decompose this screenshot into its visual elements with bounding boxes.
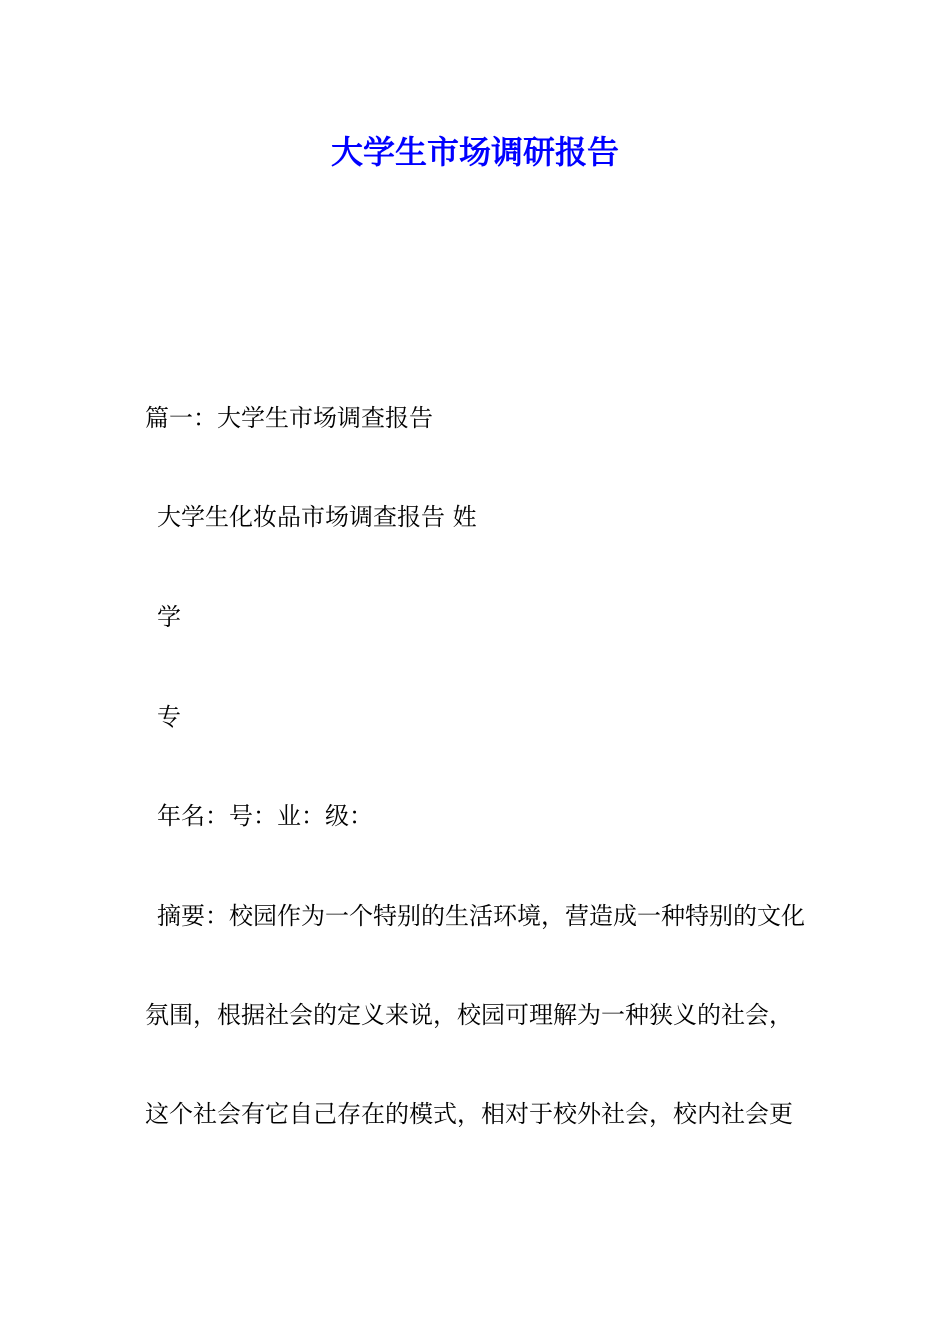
report-subtitle: 大学生化妆品市场调查报告 姓 [157,503,477,531]
abstract-line-3: 这个社会有它自己存在的模式，相对于校外社会，校内社会更 [145,1100,793,1128]
section-heading: 篇一：大学生市场调查报告 [145,404,433,432]
field-line-zhuan: 专 [157,703,181,731]
document-title: 大学生市场调研报告 [330,133,619,171]
abstract-line-1: 摘要：校园作为一个特别的生活环境，营造成一种特别的文化 [157,902,805,930]
field-labels-line: 年名：号：业：级： [157,802,373,830]
abstract-line-2: 氛围，根据社会的定义来说，校园可理解为一种狭义的社会， [145,1001,793,1029]
field-line-xue: 学 [157,603,181,631]
